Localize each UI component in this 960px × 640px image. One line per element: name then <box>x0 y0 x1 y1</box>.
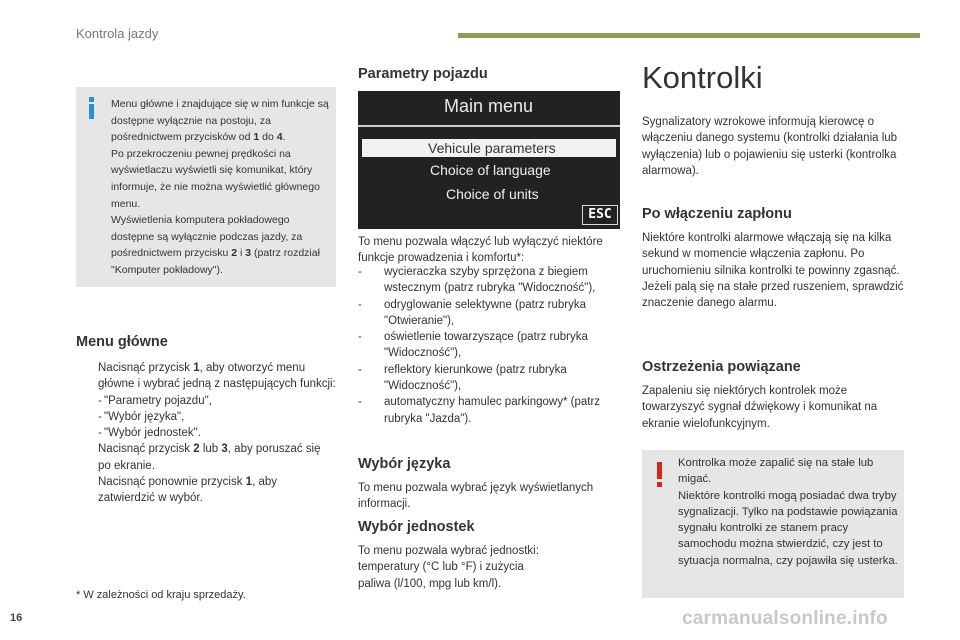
po-wlaczeniu-heading: Po włączeniu zapłonu <box>642 206 792 222</box>
parametry-intro: To menu pozwala włączyć lub wyłączyć niektóre funkcje prowadzenia i komfortu*: <box>358 236 603 265</box>
wybor-jezyka-heading: Wybór języka <box>358 456 451 472</box>
info-text: Menu główne i znajdujące się w nim funkcje są dostępne wyłącznie na postoju, za pośrednictwem przycisków od 1 do 4. Po przekroczeniu pewnej prędkości na wyświetlaczu wyświetli się komunikat, który informuje, że nie można wyświetlić głównego menu. Wyświetlenia komputera pokładowego dostępne są wyłącznie podczas jazdy, za pośrednictwem przycisku 2 i 3 (patrz rozdział "Komputer pokładowy"). <box>111 98 329 276</box>
list-item: Nacisnąć przycisk 1, aby otworzyć menu główne i wybrać jedną z następujących funkcji: <box>98 362 336 391</box>
warning-box <box>642 450 904 598</box>
esc-button[interactable]: ESC <box>582 205 618 225</box>
screen-title: Main menu <box>444 96 534 116</box>
ostrzezenia-text: Zapaleniu się niektórych kontrolek może towarzyszyć sygnał dźwiękowy i komunikat na ekranie wielofunkcyjnym. <box>642 385 878 430</box>
screen-option-units[interactable]: Choice of units <box>446 186 539 202</box>
screen-divider <box>358 125 620 127</box>
list-subitem: - "Wybór języka", <box>98 410 185 423</box>
info-icon <box>86 97 100 121</box>
main-menu-screen <box>358 91 620 229</box>
menu-glowne-heading: Menu główne <box>76 334 168 350</box>
ostrzezenia-heading: Ostrzeżenia powiązane <box>642 359 801 375</box>
parametry-heading: Parametry pojazdu <box>358 66 488 82</box>
screen-option-language[interactable]: Choice of language <box>430 162 551 178</box>
list-item: - oświetlenie towarzyszące (patrz rubryka "Widoczność"), <box>358 331 588 360</box>
header-accent-bar <box>458 33 920 38</box>
page-header-title: Kontrola jazdy <box>76 26 159 41</box>
footnote: * W zależności od kraju sprzedaży. <box>76 589 246 601</box>
kontrolki-intro: Sygnalizatory wzrokowe informują kierowcę o włączeniu danego systemu (kontrolki działania lub wyłączenia) lub o pojawieniu się usterki (kontrolka alarmowa). <box>642 116 898 177</box>
page-number: 16 <box>10 612 23 624</box>
list-item: Nacisnąć ponownie przycisk 1, aby zatwierdzić w wybór. <box>98 476 277 505</box>
wybor-jezyka-text: To menu pozwala wybrać język wyświetlanych informacji. <box>358 482 594 511</box>
list-item: Nacisnąć przycisk 2 lub 3, aby poruszać się po ekranie. <box>98 443 321 472</box>
menu-glowne-list <box>76 360 336 507</box>
list-item: - wycieraczka szyby sprzężona z biegiem wstecznym (patrz rubryka "Widoczność"), <box>358 266 596 295</box>
wybor-jednostek-heading: Wybór jednostek <box>358 519 475 535</box>
list-item: - reflektory kierunkowe (patrz rubryka "Widoczność"), <box>358 363 567 393</box>
list-item: - odryglowanie selektywne (patrz rubryka "Otwieranie"), <box>358 298 586 327</box>
warning-exclamation-icon <box>656 462 664 488</box>
kontrolki-title: Kontrolki <box>642 60 763 95</box>
info-box <box>76 87 336 287</box>
list-subitem: - "Wybór jednostek". <box>98 427 201 440</box>
screen-selected-item[interactable]: Vehicule parameters <box>362 139 616 157</box>
warning-text: Kontrolka może zapalić się na stałe lub migać. Niektóre kontrolki mogą posiadać dwa tryby sygnalizacji. Tylko na podstawie powiązania sygnału kontrolki ze stanem pracy samochodu można stwierdzić, czy jest to sytuacja normalna, czy pojawiła się usterka. <box>678 457 898 567</box>
list-subitem: - "Parametry pojazdu", <box>98 394 212 407</box>
list-item: - automatyczny hamulec parkingowy* (patrz rubryka "Jazda"). <box>358 396 601 425</box>
wybor-jednostek-text: To menu pozwala wybrać jednostki: temperatury (°C lub °F) i zużycia paliwa (l/100, mpg lub km/l). <box>358 545 539 590</box>
po-wlaczeniu-text: Niektóre kontrolki alarmowe włączają się na kilka sekund w momencie włączenia zapłonu. Po uruchomieniu silnika kontrolki te powinny zgasnąć. Jeżeli palą się na stałe przed ruszeniem, sprawdzić znaczenie danego alarmu. <box>642 232 904 310</box>
watermark: carmanualsonline.info <box>682 608 888 629</box>
parametry-bullets <box>358 264 622 427</box>
